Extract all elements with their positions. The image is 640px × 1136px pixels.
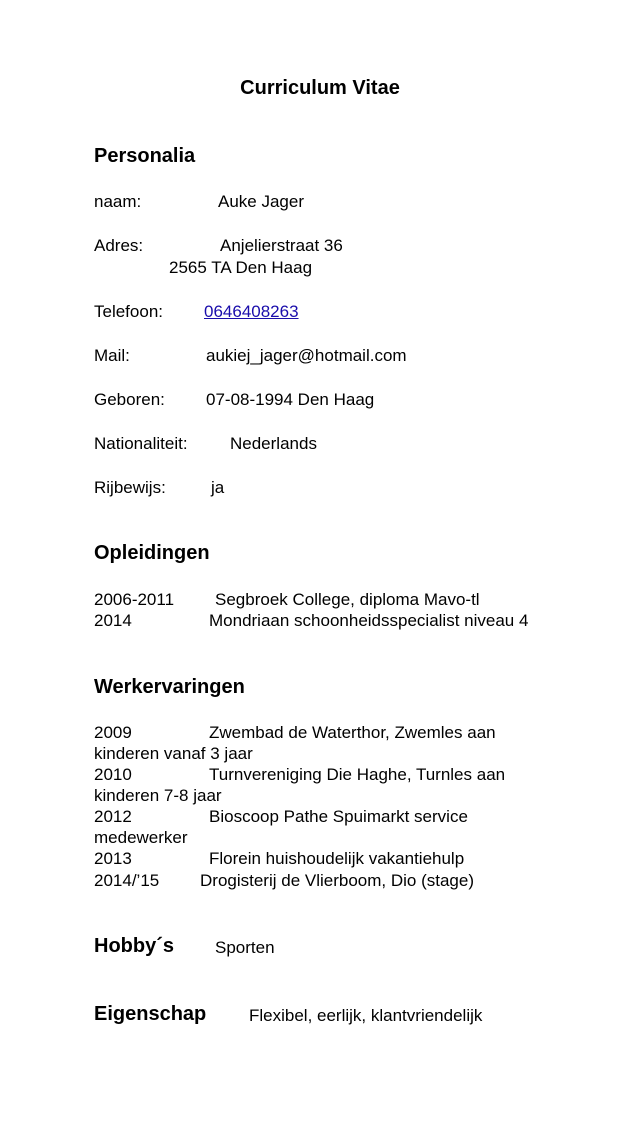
mail-value: aukiej_jager@hotmail.com — [206, 346, 407, 365]
werkervaring-text: Turnvereniging Die Haghe, Turnles aan — [209, 765, 506, 784]
geboren-label: Geboren: — [94, 390, 165, 409]
adres-line2: 2565 TA Den Haag — [169, 258, 313, 277]
werkervaring-year: 2010 — [94, 765, 132, 784]
werkervaring-text-cont: medewerker — [94, 828, 188, 847]
opleiding-year: 2014 — [94, 611, 132, 630]
nationaliteit-label: Nationaliteit: — [94, 434, 188, 453]
werkervaring-text: Florein huishoudelijk vakantiehulp — [209, 849, 465, 868]
section-heading-personalia: Personalia — [94, 145, 196, 167]
document-title: Curriculum Vitae — [240, 77, 400, 99]
werkervaring-text: Zwembad de Waterthor, Zwemles aan — [209, 723, 496, 742]
werkervaring-year: 2009 — [94, 723, 132, 742]
section-heading-hobbys: Hobby´s — [94, 935, 174, 957]
eigenschap-value: Flexibel, eerlijk, klantvriendelijk — [249, 1006, 483, 1025]
werkervaring-text-cont: kinderen vanaf 3 jaar — [94, 744, 253, 763]
werkervaring-year: 2013 — [94, 849, 132, 868]
opleiding-text: Mondriaan schoonheidsspecialist niveau 4 — [209, 611, 529, 630]
telefoon-link[interactable]: 0646408263 — [204, 302, 299, 321]
opleiding-year: 2006-2011 — [94, 590, 175, 609]
rijbewijs-label: Rijbewijs: — [94, 478, 166, 497]
werkervaring-text: Drogisterij de Vlierboom, Dio (stage) — [200, 871, 474, 890]
section-heading-opleidingen: Opleidingen — [94, 542, 210, 564]
adres-label: Adres: — [94, 236, 144, 255]
opleiding-text: Segbroek College, diploma Mavo-tl — [215, 590, 480, 609]
hobbys-value: Sporten — [215, 938, 275, 957]
werkervaring-year: 2014/’15 — [94, 871, 160, 890]
rijbewijs-value: ja — [211, 478, 225, 497]
werkervaring-year: 2012 — [94, 807, 132, 826]
section-heading-werkervaringen: Werkervaringen — [94, 676, 245, 698]
werkervaring-text: Bioscoop Pathe Spuimarkt service — [209, 807, 468, 826]
adres-line1: Anjelierstraat 36 — [220, 236, 343, 255]
naam-label: naam: — [94, 192, 142, 211]
telefoon-label: Telefoon: — [94, 302, 163, 321]
section-heading-eigenschap: Eigenschap — [94, 1003, 207, 1025]
nationaliteit-value: Nederlands — [230, 434, 317, 453]
werkervaring-text-cont: kinderen 7-8 jaar — [94, 786, 222, 805]
mail-label: Mail: — [94, 346, 130, 365]
geboren-value: 07-08-1994 Den Haag — [206, 390, 375, 409]
naam-value: Auke Jager — [218, 192, 304, 211]
